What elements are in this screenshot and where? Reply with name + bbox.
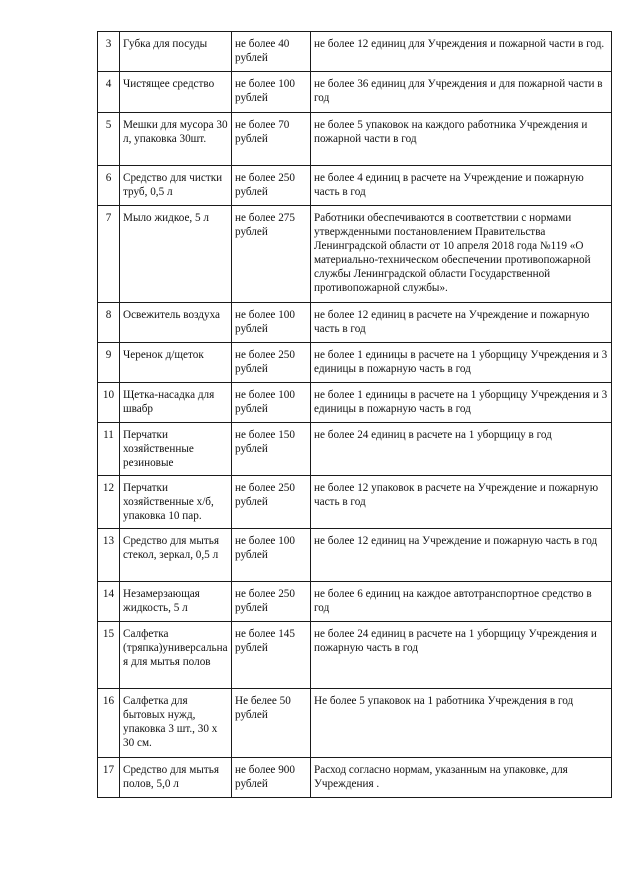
item-name-cell: Салфетка для бытовых нужд, упаковка 3 шт., 30 х 30 см. (120, 689, 232, 758)
price-limit-cell: не более 100 рублей (232, 383, 311, 423)
supply-norm-cell: не более 12 упаковок в расчете на Учреждение и пожарную часть в год (311, 476, 612, 529)
price-limit-cell: не более 100 рублей (232, 303, 311, 343)
item-name-cell: Незамерзающая жидкость, 5 л (120, 582, 232, 622)
supplies-norms-table (97, 31, 612, 798)
row-number-cell: 11 (98, 423, 120, 476)
price-limit-cell: не более 100 рублей (232, 72, 311, 113)
supply-norm-cell: не более 1 единицы в расчете на 1 уборщицу Учреждения и 3 единицы в пожарную часть в год (311, 343, 612, 383)
supply-norm-cell: не более 12 единиц на Учреждение и пожарную часть в год (311, 529, 612, 582)
table-row (98, 72, 612, 113)
table-row (98, 476, 612, 529)
item-name-cell: Губка для посуды (120, 32, 232, 72)
table-row (98, 529, 612, 582)
item-name-cell: Чистящее средство (120, 72, 232, 113)
table-row (98, 689, 612, 758)
supply-norm-cell: не более 24 единиц в расчете на 1 уборщицу Учреждения и пожарную часть в год (311, 622, 612, 689)
table-row (98, 383, 612, 423)
table-row (98, 758, 612, 798)
table-row (98, 343, 612, 383)
row-number-cell: 15 (98, 622, 120, 689)
table-row (98, 582, 612, 622)
price-limit-cell: не более 40 рублей (232, 32, 311, 72)
price-limit-cell: не более 150 рублей (232, 423, 311, 476)
row-number-cell: 8 (98, 303, 120, 343)
supply-norm-cell: Работники обеспечиваются в соответствии с нормами утвержденными постановлением Правительства Ленинградской области от 10 апреля 2018 года №119 «О материально-техническом обеспечении противопожарной службы Ленинградской области Государственной противопожарной службы». (311, 206, 612, 303)
price-limit-cell: не более 275 рублей (232, 206, 311, 303)
table-body (98, 32, 612, 798)
supply-norm-cell: не более 24 единиц в расчете на 1 уборщицу в год (311, 423, 612, 476)
item-name-cell: Черенок д/щеток (120, 343, 232, 383)
item-name-cell: Мыло жидкое, 5 л (120, 206, 232, 303)
supply-norm-cell: не более 36 единиц для Учреждения и для пожарной части в год (311, 72, 612, 113)
price-limit-cell: не более 900 рублей (232, 758, 311, 798)
price-limit-cell: не более 70 рублей (232, 113, 311, 166)
supply-norm-cell: не более 6 единиц на каждое автотранспортное средство в год (311, 582, 612, 622)
supply-norm-cell: не более 1 единицы в расчете на 1 уборщицу Учреждения и 3 единицы в пожарную часть в год (311, 383, 612, 423)
row-number-cell: 10 (98, 383, 120, 423)
row-number-cell: 13 (98, 529, 120, 582)
item-name-cell: Щетка-насадка для швабр (120, 383, 232, 423)
table-row (98, 622, 612, 689)
item-name-cell: Перчатки хозяйственные резиновые (120, 423, 232, 476)
table-row (98, 303, 612, 343)
row-number-cell: 17 (98, 758, 120, 798)
supply-norm-cell: не более 5 упаковок на каждого работника Учреждения и пожарной части в год (311, 113, 612, 166)
table-row (98, 113, 612, 166)
row-number-cell: 7 (98, 206, 120, 303)
item-name-cell: Перчатки хозяйственные х/б, упаковка 10 пар. (120, 476, 232, 529)
row-number-cell: 16 (98, 689, 120, 758)
price-limit-cell: не более 250 рублей (232, 476, 311, 529)
row-number-cell: 12 (98, 476, 120, 529)
price-limit-cell: не более 100 рублей (232, 529, 311, 582)
price-limit-cell: не более 250 рублей (232, 582, 311, 622)
item-name-cell: Средство для мытья стекол, зеркал, 0,5 л (120, 529, 232, 582)
row-number-cell: 4 (98, 72, 120, 113)
table-row (98, 32, 612, 72)
item-name-cell: Средство для мытья полов, 5,0 л (120, 758, 232, 798)
price-limit-cell: не более 250 рублей (232, 343, 311, 383)
table-row (98, 423, 612, 476)
supply-norm-cell: Расход согласно нормам, указанным на упаковке, для Учреждения . (311, 758, 612, 798)
supply-norm-cell: не более 12 единиц для Учреждения и пожарной части в год. (311, 32, 612, 72)
price-limit-cell: не более 145 рублей (232, 622, 311, 689)
row-number-cell: 14 (98, 582, 120, 622)
item-name-cell: Средство для чистки труб, 0,5 л (120, 166, 232, 206)
supply-norm-cell: не более 4 единиц в расчете на Учреждение и пожарную часть в год (311, 166, 612, 206)
table-row (98, 166, 612, 206)
price-limit-cell: Не белее 50 рублей (232, 689, 311, 758)
item-name-cell: Освежитель воздуха (120, 303, 232, 343)
row-number-cell: 5 (98, 113, 120, 166)
row-number-cell: 3 (98, 32, 120, 72)
price-limit-cell: не более 250 рублей (232, 166, 311, 206)
item-name-cell: Салфетка (тряпка)универсальная для мытья полов (120, 622, 232, 689)
row-number-cell: 6 (98, 166, 120, 206)
supply-norm-cell: не более 12 единиц в расчете на Учреждение и пожарную часть в год (311, 303, 612, 343)
row-number-cell: 9 (98, 343, 120, 383)
table-row (98, 206, 612, 303)
supply-norm-cell: Не более 5 упаковок на 1 работника Учреждения в год (311, 689, 612, 758)
item-name-cell: Мешки для мусора 30 л, упаковка 30шт. (120, 113, 232, 166)
